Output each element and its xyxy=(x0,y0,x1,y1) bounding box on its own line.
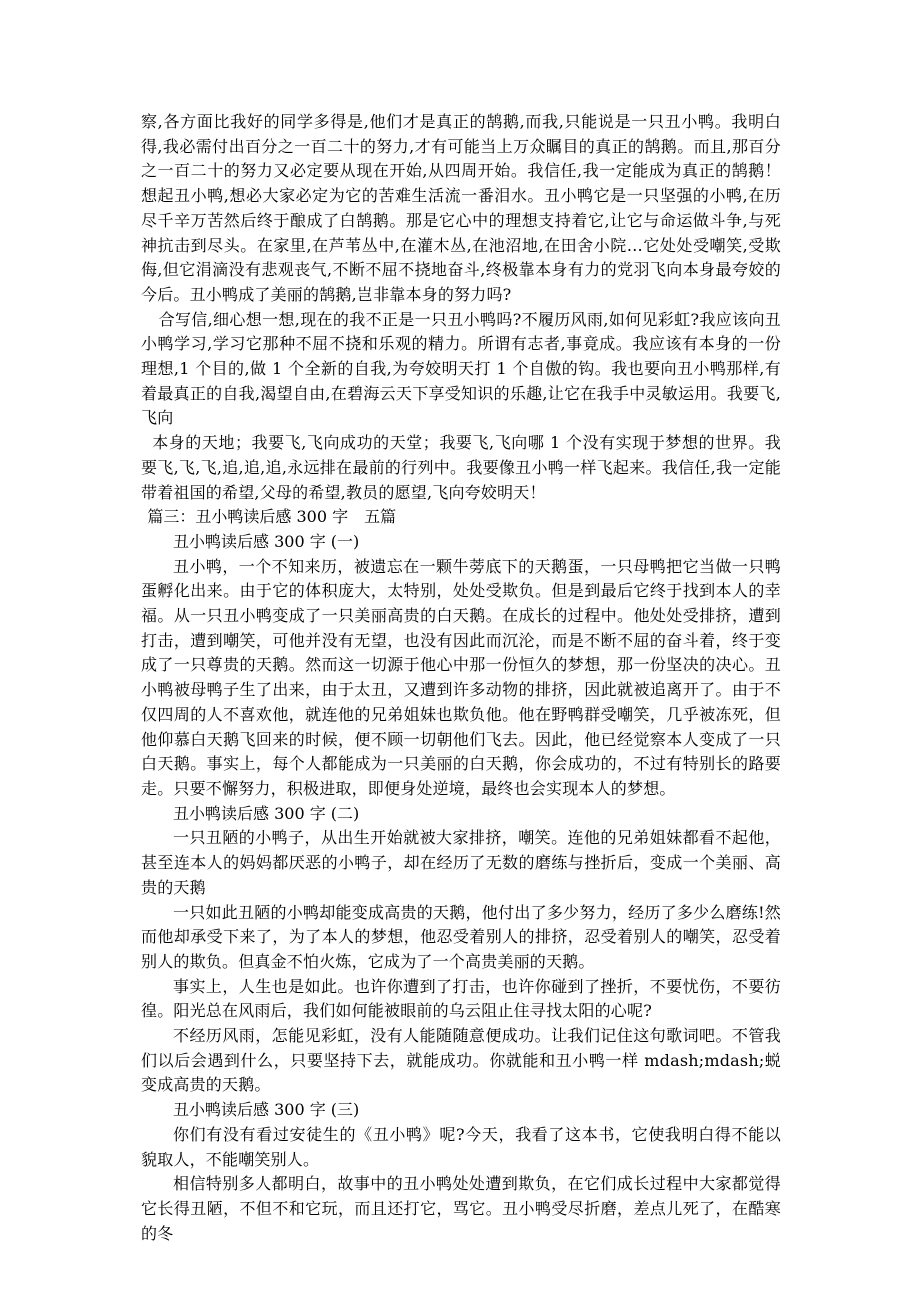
paragraph: 不经历风雨，怎能见彩虹，没有人能随随意便成功。让我们记住这句歌词吧。不管我们以后会遇到什么，只要坚持下去，就能成功。你就能和丑小鸭一样 mdash;mdash;蜕变成高贵的天鹅。 xyxy=(141,1026,781,1095)
paragraph: 丑小鸭，一个不知来历，被遗忘在一颗牛蒡底下的天鹅蛋，一只母鸭把它当做一只鸭蛋孵化出来。由于它的体积庞大，太特别，处处受欺负。但是到最后它终于找到本人的幸福。从一只丑小鸭变成了一只美丽高贵的白天鹅。在成长的过程中。他处处受排挤，遭到打击，遭到嘲笑，可他并没有无望，也没有因此而沉沦，而是不断不屈的奋斗着，终于变成了一只尊贵的天鹅。然而这一切源于他心中那一份恒久的梦想，那一份坚决的决心。丑小鸭被母鸭子生了出来，由于太丑，又遭到许多动物的排挤，因此就被追离开了。由于不仅四周的人不喜欢他，就连他的兄弟姐妹也欺负他。他在野鸭群受嘲笑，几乎被冻死，但他仰慕白天鹅飞回来的时候，便不顾一切朝他们飞去。因此，他已经觉察本人变成了一只白天鹅。事实上，每个人都能成为一只美丽的白天鹅，你会成功的，不过有特别长的路要走。只要不懈努力，积极进取，即便身处逆境，最终也会实现本人的梦想。 xyxy=(141,556,781,798)
paragraph: 一只如此丑陋的小鸭却能变成高贵的天鹅，他付出了多少努力，经历了多少么磨练!然而他却承受下来了，为了本人的梦想，他忍受着别人的排挤，忍受着别人的嘲笑，忍受着别人的欺负。但真金不怕火炼，它成为了一个高贵美丽的天鹅。 xyxy=(141,902,781,971)
paragraph: 相信特别多人都明白，故事中的丑小鸭处处遭到欺负，在它们成长过程中大家都觉得它长得丑陋，不但不和它玩，而且还打它，骂它。丑小鸭受尽折磨，差点儿死了，在酷寒的冬 xyxy=(141,1174,781,1243)
subsection-heading: 丑小鸭读后感 300 字 (二) xyxy=(173,803,360,823)
subsection-heading: 丑小鸭读后感 300 字 (三) xyxy=(173,1100,360,1120)
paragraph: 一只丑陋的小鸭子，从出生开始就被大家排挤，嘲笑。连他的兄弟姐妹都看不起他，甚至连本人的妈妈都厌恶的小鸭子，却在经历了无数的磨练与挫折后，变成一个美丽、高贵的天鹅 xyxy=(141,828,781,897)
document-body xyxy=(141,110,798,1246)
paragraph: 合写信,细心想一想,现在的我不正是一只丑小鸭吗?不履历风雨,如何见彩虹?我应该向丑小鸭学习,学习它那种不屈不挠和乐观的精力。所谓有志者,事竟成。我应该有本身的一份理想,1 个目的,做 1 个全新的自我,为夸姣明天打 1 个自傲的钩。我也要向丑小鸭那样,有着最真正的自我,渴望自由,在碧海云天下享受知识的乐趣,让它在我手中灵敏运用。我要飞,飞向 xyxy=(141,309,781,428)
paragraph: 事实上，人生也是如此。也许你遭到了打击，也许你碰到了挫折，不要忧伤，不要彷徨。阳光总在风雨后，我们如何能被眼前的乌云阻止住寻找太阳的心呢? xyxy=(141,976,781,1021)
paragraph: 本身的天地；我要飞,飞向成功的天堂；我要飞,飞向哪 1 个没有实现于梦想的世界。我要飞,飞,飞,追,追,追,永远排在最前的行列中。我要像丑小鸭一样飞起来。我信任,我一定能带着祖国的希望,父母的希望,教员的愿望,飞向夸姣明天！ xyxy=(141,433,781,502)
subsection-heading: 丑小鸭读后感 300 字 (一) xyxy=(173,531,360,551)
section-heading: 篇三：丑小鸭读后感 300 字 五篇 xyxy=(147,507,397,527)
paragraph: 你们有没有看过安徒生的《丑小鸭》呢?今天，我看了这本书，它使我明白得不能以貌取人，不能嘲笑别人。 xyxy=(141,1124,781,1169)
paragraph-continued: 察,各方面比我好的同学多得是,他们才是真正的鹄鹅,而我,只能说是一只丑小鸭。我明白得,我必需付出百分之一百二十的努力,才有可能当上万众瞩目的真正的鹄鹅。而且,那百分之一百二十的努力又必定要从现在开始,从四周开始。我信任,我一定能成为真正的鹄鹅！ 想起丑小鸭,想必大家必定为它的苦难生活流一番泪水。丑小鸭它是一只坚强的小鸭,在历尽千辛万苦然后终于酿成了白鹄鹅。那是它心中的理想支持着它,让它与命运做斗争,与死神抗击到尽头。在家里,在芦苇丛中,在灌木丛,在池沼地,在田舍小院…它处处受嘲笑,受欺侮,但它涓滴没有悲观丧气,不断不屈不挠地奋斗,终极靠本身有力的党羽飞向本身最夸姣的今后。丑小鸭成了美丽的鹄鹅,岂非靠本身的努力吗? xyxy=(141,112,798,304)
